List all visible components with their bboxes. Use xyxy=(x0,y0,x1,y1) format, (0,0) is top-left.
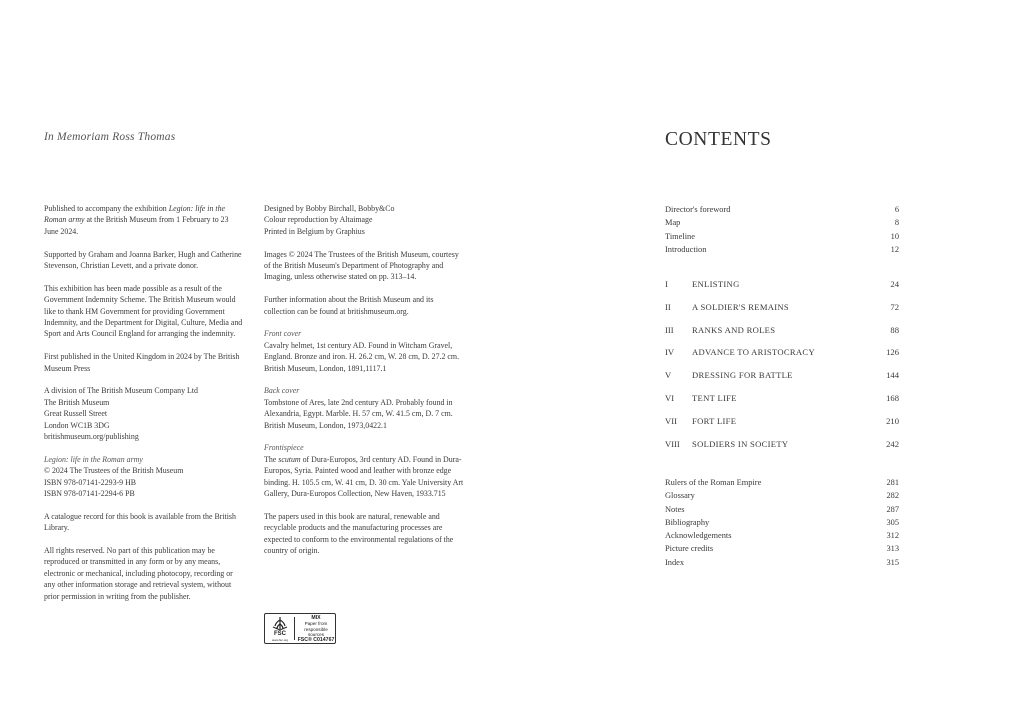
toc-chapter[interactable]: II A SOLDIER'S REMAINS 72 xyxy=(665,301,899,312)
toc-chapter[interactable]: IV ADVANCE TO ARISTOCRACY 126 xyxy=(665,347,899,358)
toc-back-matter xyxy=(665,476,899,569)
first-published-note: First published in the United Kingdom in 2024 by The British Museum Press xyxy=(44,352,240,373)
production-credits: Designed by Bobby Birchall, Bobby&Co Colour reproduction by Altaimage Printed in Belgium by Graphius xyxy=(264,204,395,236)
contents-title: CONTENTS xyxy=(665,129,772,150)
toc-entry[interactable]: Index 315 xyxy=(665,557,899,567)
publisher-address: A division of The British Museum Company Ltd The British Museum Great Russell Street London WC1B 3DG britishmuseum.org/publishing xyxy=(44,386,198,442)
toc-entry[interactable]: Map 8 xyxy=(665,218,899,228)
toc-entry[interactable]: Picture credits 313 xyxy=(665,544,899,554)
toc-entry[interactable]: Glossary 282 xyxy=(665,491,899,501)
further-info: Further information about the British Museum and its collection can be found at britishmuseum.org. xyxy=(264,295,434,316)
frontispiece-caption: Frontispiece The scutum of Dura-Europos, 3rd century AD. Found in Dura-Europos, Syria. Painted wood and leather with bronze edge binding. H. 105.5 cm, W. 41 cm, D. 30 cm. Yale University Art Gallery, Dura-Europos Collection, New Haven, 1933.715 xyxy=(264,443,464,499)
toc-entry[interactable]: Bibliography 305 xyxy=(665,517,899,527)
fsc-mix-text: MIX Paper from responsible sources FSC® C014767 xyxy=(297,615,335,643)
back-cover-caption: Back cover Tombstone of Ares, late 2nd century AD. Probably found in Alexandria, Egypt. Marble. H. 57 cm, W. 41.5 cm, D. 7 cm. British Museum, London, 1973,0422.1 xyxy=(264,386,453,430)
toc-front-matter xyxy=(665,203,899,256)
toc-entry[interactable]: Notes 287 xyxy=(665,504,899,514)
toc-chapter[interactable]: VI TENT LIFE 168 xyxy=(665,392,899,403)
toc-entry[interactable]: Director's foreword 6 xyxy=(665,205,899,214)
imprint-column-middle xyxy=(264,203,464,557)
toc-entry[interactable]: Timeline 10 xyxy=(665,231,899,241)
catalogue-note: A catalogue record for this book is available from the British Library. xyxy=(44,511,236,533)
toc-entry[interactable]: Rulers of the Roman Empire 281 xyxy=(665,478,899,487)
fsc-website: www.fsc.org xyxy=(271,638,289,642)
toc-chapter[interactable]: VIII SOLDIERS IN SOCIETY 242 xyxy=(665,438,899,449)
fsc-logo-text: FSC xyxy=(274,631,286,637)
indemnity-note: This exhibition has been made possible as a result of the Government Indemnity Scheme. The British Museum would like to thank HM Government for providing Government Indemnity, and the Department for Digital, Culture, Media and Sport and Arts Council England for arranging the indemnity. xyxy=(44,283,243,339)
toc-chapter[interactable]: I ENLISTING 24 xyxy=(665,279,899,289)
isbn-block: Legion: life in the Roman army © 2024 The Trustees of the British Museum ISBN 978-07141-2293-9 HB ISBN 978-07141-2294-6 PB xyxy=(44,454,184,499)
toc-chapter[interactable]: VII FORT LIFE 210 xyxy=(665,415,899,426)
toc-entry[interactable]: Acknowledgements 312 xyxy=(665,531,899,541)
fsc-label xyxy=(264,613,336,644)
rights-note: All rights reserved. No part of this publication may be reproduced or transmitted in any form or by any means, electronic or mechanical, including photocopy, recording or any other information storage and retrieval system, without prior permission in writing from the publisher. xyxy=(44,546,233,601)
toc-chapters xyxy=(665,279,899,461)
fsc-divider xyxy=(294,617,295,640)
front-cover-caption: Front cover Cavalry helmet, 1st century AD. Found in Witcham Gravel, England. Bronze and iron. H. 26.2 cm, W. 28 cm, D. 27.2 cm. British Museum, London, 1891,1117.1 xyxy=(264,329,460,373)
toc-entry[interactable]: Introduction 12 xyxy=(665,244,899,254)
supported-note: Supported by Graham and Joanna Barker, Hugh and Catherine Stevenson, Christian Levett, and a private donor. xyxy=(44,249,242,271)
toc-chapter[interactable]: V DRESSING FOR BATTLE 144 xyxy=(665,370,899,381)
imprint-column-left xyxy=(44,203,244,602)
published-note: Published to accompany the exhibition Legion: life in the Roman army at the British Museum from 1 February to 23 June 2024. xyxy=(44,204,229,236)
toc-chapter[interactable]: III RANKS AND ROLES 88 xyxy=(665,324,899,335)
dedication: In Memoriam Ross Thomas xyxy=(44,131,176,143)
papers-note: The papers used in this book are natural, renewable and recyclable products and the manufacturing processes are expected to conform to the environmental regulations of the country of origin. xyxy=(264,511,454,556)
images-credit: Images © 2024 The Trustees of the British Museum, courtesy of the British Museum's Department of Photography and Imaging, unless otherwise stated on pp. 313–14. xyxy=(264,249,459,282)
